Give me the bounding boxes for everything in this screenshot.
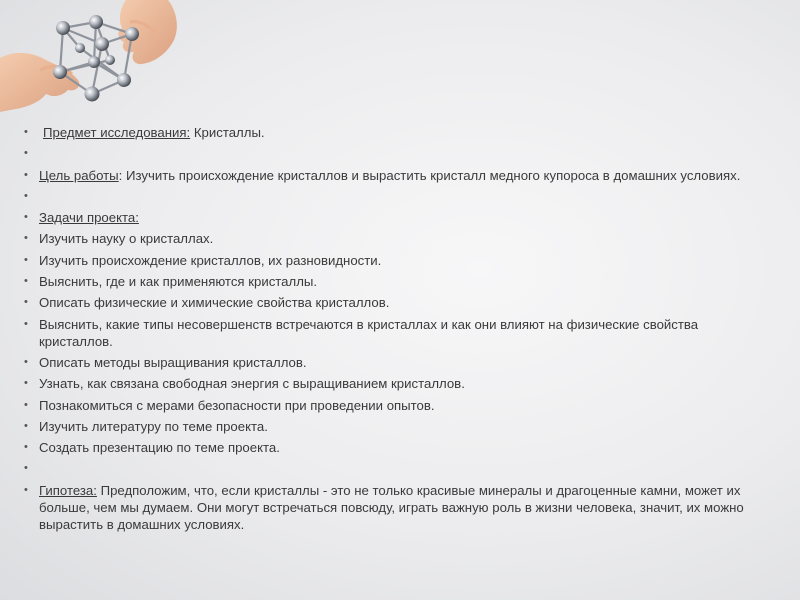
crystal-lattice-photo (0, 0, 190, 120)
bullet-icon: • (24, 189, 28, 202)
task-text: Создать презентацию по теме проекта. (39, 440, 280, 456)
list-item (24, 145, 764, 162)
list-item (24, 273, 764, 290)
task-text: Описать физические и химические свойства кристаллов. (39, 295, 390, 311)
bullet-icon: • (24, 398, 28, 411)
task-text: Выяснить, где и как применяются кристаллы. (39, 274, 318, 290)
list-item (24, 188, 764, 205)
list-item (24, 209, 764, 226)
list-item (24, 230, 764, 247)
bullet-icon: • (24, 211, 28, 224)
bullet-icon: • (24, 441, 28, 454)
bullet-icon: • (24, 483, 28, 496)
bullet-icon: • (24, 253, 28, 266)
list-item (24, 460, 764, 477)
bullet-icon: • (24, 317, 28, 330)
list-item (24, 482, 764, 533)
list-item (24, 439, 764, 456)
bullet-icon: • (24, 232, 28, 245)
list-item (24, 418, 764, 435)
hypothesis-label: Гипотеза: (39, 482, 97, 498)
goal-text: : Изучить происхождение кристаллов и вырастить кристалл медного купороса в домашних условиях. (118, 167, 741, 183)
list-item (24, 316, 764, 350)
list-item (24, 397, 764, 414)
task-text: Познакомиться с мерами безопасности при проведении опытов. (39, 397, 435, 413)
slide-content (24, 124, 764, 537)
bullet-icon: • (24, 355, 28, 368)
task-text: Выяснить, какие типы несовершенств встречаются в кристаллах и как они влияют на физические свойства кристаллов. (39, 316, 699, 349)
task-text: Описать методы выращивания кристаллов. (39, 354, 307, 370)
bullet-icon: • (24, 275, 28, 288)
list-item (24, 252, 764, 269)
subject-text: Кристаллы. (190, 125, 265, 140)
hypothesis-text: Предположим, что, если кристаллы - это не только красивые минералы и драгоценные камни, может их больше, чем мы думаем. Они могут встречаться повсюду, играть важную роль в жизни человека, значит, их можно вырастить в домашних условиях. (39, 482, 744, 532)
list-item (24, 167, 764, 184)
task-text: Изучить происхождение кристаллов, их разновидности. (39, 252, 382, 268)
bullet-icon: • (24, 126, 28, 138)
task-text: Изучить науку о кристаллах. (39, 231, 214, 247)
list-item (24, 354, 764, 371)
bullet-icon: • (24, 296, 28, 309)
tasks-label: Задачи проекта: (39, 210, 139, 226)
goal-label: Цель работы (39, 167, 119, 183)
subject-label: Предмет исследования: (43, 125, 191, 140)
task-text: Изучить литературу по теме проекта. (39, 418, 268, 434)
bullet-icon: • (24, 147, 28, 160)
list-item (24, 294, 764, 311)
list-item (24, 375, 764, 392)
bullet-icon: • (24, 168, 28, 181)
task-text: Узнать, как связана свободная энергия с выращиванием кристаллов. (39, 376, 465, 392)
bullet-icon: • (24, 462, 28, 475)
bullet-icon: • (24, 377, 28, 390)
list-item (24, 124, 764, 141)
bullet-icon: • (24, 419, 28, 432)
